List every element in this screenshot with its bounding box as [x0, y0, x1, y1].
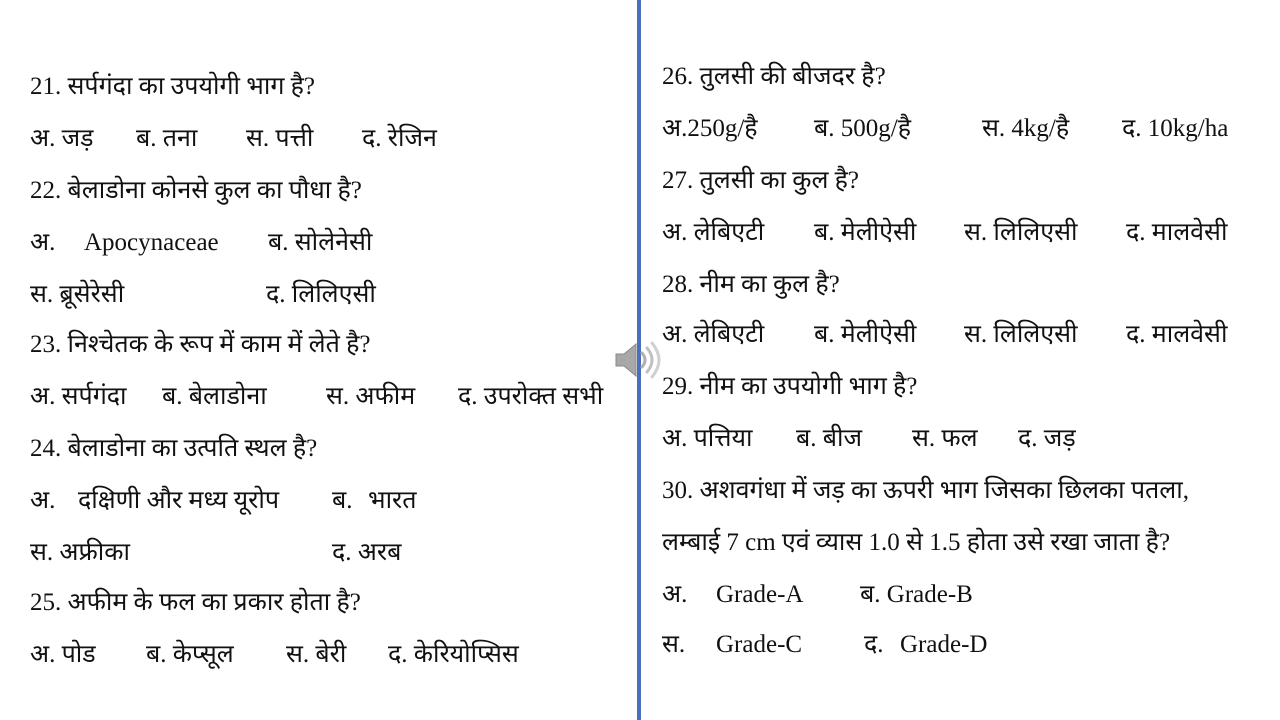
option-b-prefix: ब.	[332, 487, 353, 514]
option-b: ब. Grade-B	[860, 581, 973, 608]
option-d: द. केरियोप्सिस	[388, 641, 519, 668]
option-d: द. अरब	[332, 539, 402, 566]
option-c: स. 4kg/है	[982, 115, 1070, 142]
option-a: अ.250g/है	[662, 115, 758, 142]
option-b: ब. बेलाडोना	[162, 383, 267, 410]
option-c: स. अफ्रीका	[30, 539, 130, 566]
question-30-line2: लम्बाई 7 cm एवं व्यास 1.0 से 1.5 होता उसे रखा जाता है?	[662, 529, 1171, 556]
question-29: 29. नीम का उपयोगी भाग है?	[662, 373, 918, 400]
option-c: स. अफीम	[326, 383, 416, 410]
option-a: Apocynaceae	[84, 229, 219, 256]
question-26: 26. तुलसी की बीजदर है?	[662, 63, 886, 90]
question-28: 28. नीम का कुल है?	[662, 271, 840, 298]
option-a: अ. लेबिएटी	[662, 321, 765, 348]
option-d: द. रेजिन	[362, 125, 437, 152]
option-d: द. मालवेसी	[1126, 321, 1228, 348]
option-b: ब. केप्सूल	[146, 641, 234, 668]
option-b: ब. मेलीऐसी	[814, 219, 917, 246]
option-b: ब. 500g/है	[814, 115, 911, 142]
question-27: 27. तुलसी का कुल है?	[662, 167, 860, 194]
option-b: ब. मेलीऐसी	[814, 321, 917, 348]
option-c-prefix: स.	[662, 631, 686, 658]
option-a: Grade-A	[716, 581, 804, 608]
option-d: द. मालवेसी	[1126, 219, 1228, 246]
speaker-icon[interactable]	[612, 336, 668, 384]
option-a: अ. सर्पगंदा	[30, 383, 127, 410]
option-b: भारत	[368, 487, 417, 514]
question-23: 23. निश्चेतक के रूप में काम में लेते है?	[30, 331, 371, 358]
option-a: अ. पोड	[30, 641, 96, 668]
question-24: 24. बेलाडोना का उत्पति स्थल है?	[30, 435, 318, 462]
question-25: 25. अफीम के फल का प्रकार होता है?	[30, 589, 361, 616]
question-21: 21. सर्पगंदा का उपयोगी भाग है?	[30, 73, 316, 100]
option-a: अ. जड़	[30, 125, 94, 152]
question-22: 22. बेलाडोना कोनसे कुल का पौधा है?	[30, 177, 362, 204]
option-d: द. लिलिएसी	[266, 281, 376, 308]
option-a-prefix: अ.	[662, 581, 688, 608]
option-c: Grade-C	[716, 631, 803, 658]
option-c: स. पत्ती	[246, 125, 314, 152]
option-d: द. 10kg/ha	[1122, 115, 1229, 142]
option-a: अ. पत्तिया	[662, 425, 753, 452]
option-b: ब. बीज	[796, 425, 863, 452]
option-d: द. जड़	[1018, 425, 1076, 452]
option-c: स. बेरी	[286, 641, 347, 668]
option-d-prefix: द.	[864, 631, 884, 658]
option-b: ब. सोलेनेसी	[268, 229, 373, 256]
option-a-prefix: अ.	[30, 229, 56, 256]
option-a-prefix: अ.	[30, 487, 56, 514]
option-a: अ. लेबिएटी	[662, 219, 765, 246]
option-c: स. ब्रूसेरेसी	[30, 281, 125, 308]
option-d: द. उपरोक्त सभी	[458, 383, 604, 410]
option-d: Grade-D	[900, 631, 988, 658]
option-c: स. लिलिएसी	[964, 321, 1078, 348]
question-30-line1: 30. अशवगंधा में जड़ का ऊपरी भाग जिसका छिलका पतला,	[662, 477, 1189, 504]
option-b: ब. तना	[136, 125, 198, 152]
option-c: स. लिलिएसी	[964, 219, 1078, 246]
option-c: स. फल	[912, 425, 978, 452]
option-a: दक्षिणी और मध्य यूरोप	[78, 487, 280, 514]
